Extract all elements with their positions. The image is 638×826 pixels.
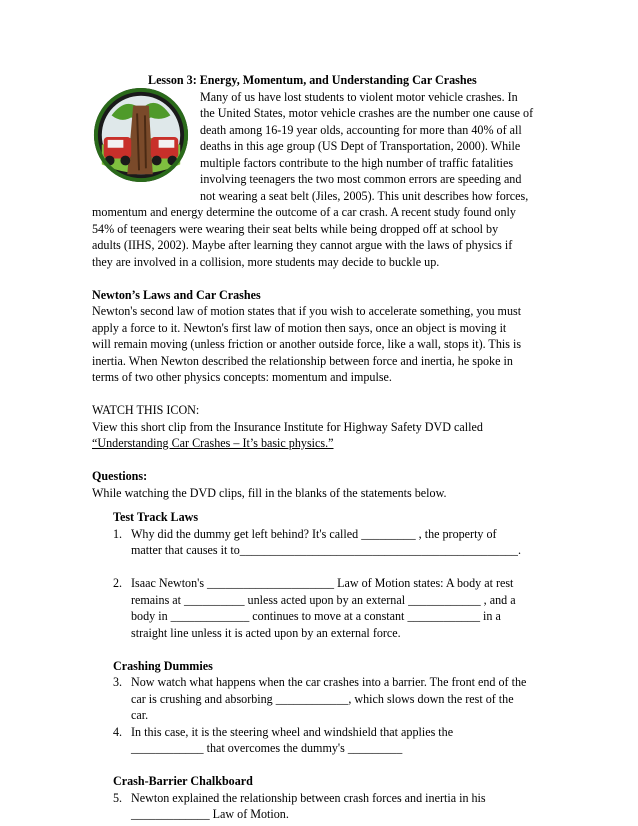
question-5-cont: _____________ Law of Motion. [131, 807, 289, 821]
question-2-cont: straight line unless it is acted upon by an external force. [131, 625, 401, 640]
newton-line: Newton's second law of motion states that if you wish to accelerate something, you must [92, 304, 522, 318]
intro-line: they are involved in a collision, more students may decide to buckle up. [92, 254, 440, 269]
intro-line: not wearing a seat belt (Jiles, 2005). This unit describes how forces, [200, 188, 529, 203]
watch-line: View this short clip from the Insurance Institute for Highway Safety DVD called [92, 419, 483, 434]
section-crashing-dummies: Crashing Dummies [113, 658, 213, 673]
question-number: 3. [113, 675, 123, 689]
intro-line: adults (IIHS, 2002). Maybe after learning they cannot argue with the laws of physics if [92, 238, 513, 252]
newton-line: terms of two other physics concepts: momentum and impulse. [92, 370, 392, 384]
question-2-cont: remains at __________ unless acted upon by an external ____________ , and a [131, 592, 516, 607]
question-number: 5. [113, 790, 123, 805]
section-heading-newton: Newton’s Laws and Car Crashes [92, 287, 261, 302]
question-number: 2. [113, 576, 123, 590]
intro-line: momentum and energy determine the outcome of a car crash. A recent study found only [92, 205, 516, 219]
intro-line: Many of us have lost students to violent motor vehicle crashes. In [200, 89, 518, 104]
watch-heading: WATCH THIS ICON: [92, 403, 200, 417]
questions-intro: While watching the DVD clips, fill in the blanks of the statements below. [92, 485, 447, 500]
newton-line: inertia. When Newton described the relationship between force and inertia, he spoke in [92, 353, 513, 368]
spacer [92, 641, 546, 658]
intro-line: multiple factors contribute to the high number of traffic fatalities [200, 155, 514, 170]
spacer [92, 559, 546, 576]
newton-line: apply a force to it. Newton's first law of motion then says, once an object is moving it [92, 320, 507, 335]
intro-line: 54% of teenagers were wearing their seat belts while being dropped off at school by [92, 221, 499, 236]
question-number: 1. [113, 526, 123, 541]
question-text: Why did the dummy get left behind? It's called _________ , the property of [131, 526, 497, 541]
intro-line: deaths in this age group (US Dept of Transportation, 2000). While [200, 139, 521, 153]
question-number: 4. [113, 724, 123, 739]
document-page [92, 72, 546, 823]
question-3-cont: car. [131, 708, 149, 722]
spacer [92, 452, 546, 469]
question-1-cont: matter that causes it to______________________________________________. [131, 543, 521, 557]
question-text: Isaac Newton's _____________________ Law of Motion states: A body at rest [131, 576, 514, 590]
intro-line: involving teenagers the two most common errors are speeding and [200, 172, 522, 186]
spacer [92, 386, 546, 403]
question-1 [92, 526, 546, 543]
question-2 [92, 575, 546, 592]
spacer [92, 501, 546, 509]
spacer [92, 270, 546, 287]
intro-line: the United States, motor vehicle crashes are the number one cause of [200, 106, 534, 120]
question-5 [92, 790, 546, 807]
question-text: Newton explained the relationship between crash forces and inertia in his [131, 790, 486, 805]
section-crash-barrier-chalkboard: Crash-Barrier Chalkboard [113, 774, 253, 788]
questions-heading: Questions: [92, 469, 148, 483]
dvd-link[interactable]: “Understanding Car Crashes – It’s basic physics.” [92, 436, 334, 450]
question-3-cont: car is crushing and absorbing ____________, which slows down the rest of the [131, 691, 514, 706]
intro-line: death among 16-19 year olds, accounting for more than 40% of all [200, 122, 522, 137]
question-3 [92, 674, 546, 691]
question-4 [92, 724, 546, 741]
newton-line: will remain moving (unless friction or another outside force, like a wall, stops it). This is [92, 337, 522, 351]
question-text: In this case, it is the steering wheel and windshield that applies the [131, 724, 454, 739]
section-test-track-laws: Test Track Laws [113, 510, 199, 524]
question-text: Now watch what happens when the car crashes into a barrier. The front end of the [131, 675, 527, 689]
question-4-cont: ____________ that overcomes the dummy's _________ [131, 741, 403, 755]
page-title: Lesson 3: Energy, Momentum, and Understanding Car Crashes [148, 73, 477, 87]
spacer [92, 757, 546, 774]
question-2-cont: body in _____________ continues to move at a constant ____________ in a [131, 609, 501, 623]
